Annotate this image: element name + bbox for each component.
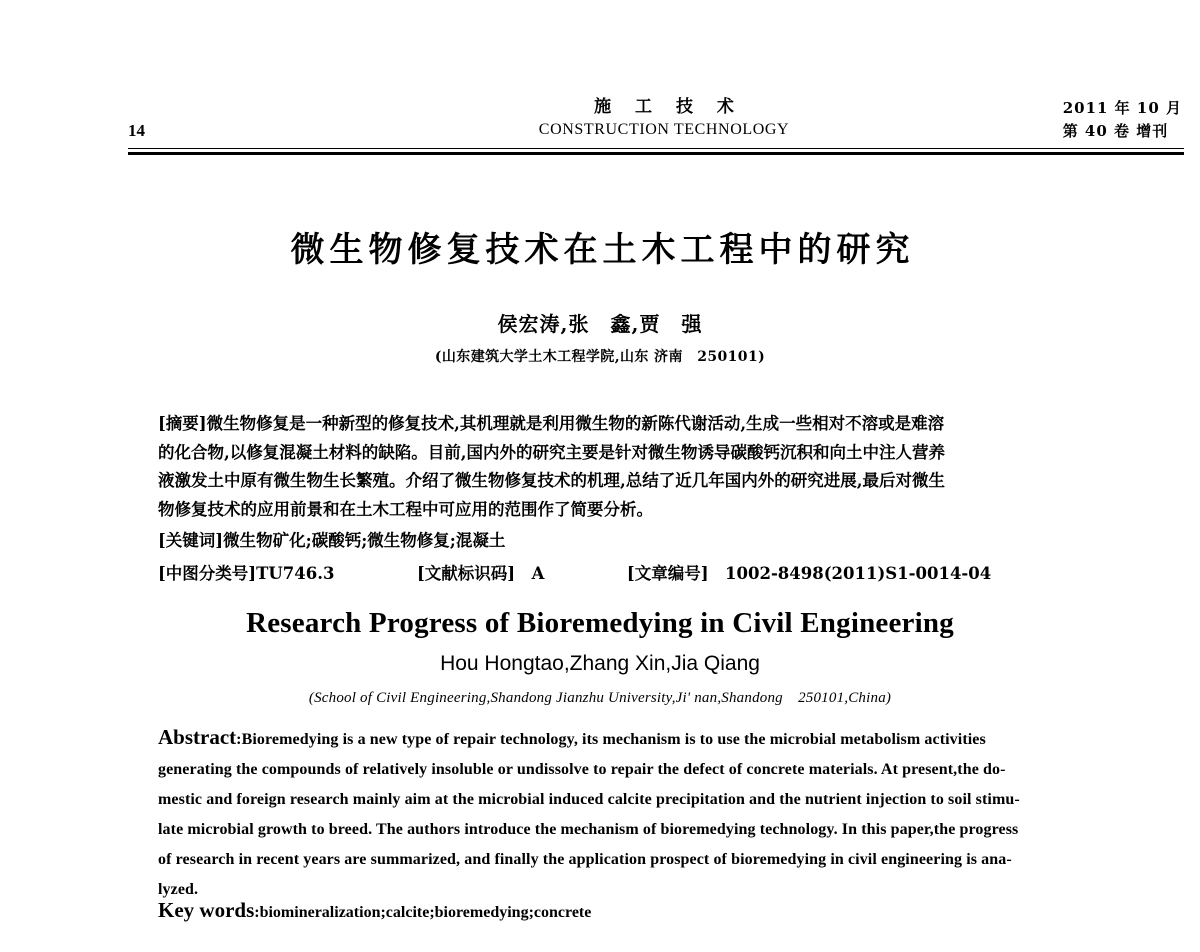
abstract-cn-line-1 (158, 410, 1064, 439)
keywords-en-label: Key words (158, 898, 255, 922)
issue-info (1063, 97, 1182, 143)
classification-gap-3 (544, 564, 627, 583)
article-affiliation-en: (School of Civil Engineering,Shandong Jianzhu University,Ji' nan,Shandong 250101,China) (308, 690, 892, 706)
article-title-cn: 微生物修复技术在土木工程中的研究 (290, 230, 915, 270)
abstract-en-block (158, 722, 1064, 905)
abstract-en-line-4: late microbial growth to breed. The authors introduce the mechanism of bioremedying technology. In this paper,the progress (158, 821, 1019, 838)
abstract-en-text-1: Bioremedying is a new type of repair technology, its mechanism is to use the microbial metabolism activities (241, 731, 986, 748)
header-rule-thin (128, 148, 1184, 149)
article-title-en: Research Progress of Bioremedying in Civil Engineering (246, 607, 954, 639)
abstract-cn-line-2: 的化合物,以修复混凝土材料的缺陷。目前,国内外的研究主要是针对微生物诱导碳酸钙沉积和向土中注人营养 (158, 442, 945, 462)
abstract-cn-line-4: 物修复技术的应用前景和在土木工程中可应用的范围作了简要分析。 (158, 499, 653, 519)
keywords-en-row (158, 896, 591, 927)
abstract-cn-line-3: 液激发土中原有微生物生长繁殖。介绍了微生物修复技术的机理,总结了近几年国内外的研究进展,最后对微生 (158, 471, 945, 490)
article-id-value: 1002-8498(2011)S1-0014-04 (725, 563, 992, 583)
page-header (128, 96, 1184, 148)
abstract-cn-label: [摘要] (158, 414, 207, 433)
keywords-en-separator: : (254, 904, 260, 921)
journal-title-en: CONSTRUCTION TECHNOLOGY (538, 121, 790, 138)
article-affiliation-cn: (山东建筑大学土木工程学院,山东 济南 250101) (434, 349, 766, 365)
journal-title-cn: 施 工 技 术 (594, 97, 743, 117)
journal-masthead (424, 96, 904, 141)
doc-code-label: [文献标识码] (416, 563, 516, 583)
keywords-cn-value: 微生物矿化;碳酸钙;微生物修复;混凝土 (223, 531, 506, 550)
issue-date: 2011 年 10 月 (1062, 99, 1182, 117)
abstract-en-line-6: lyzed. (158, 881, 199, 898)
abstract-cn-text-1: 微生物修复是一种新型的修复技术,其机理就是利用微生物的新陈代谢活动,生成一些相对不溶或是难溶 (206, 414, 945, 433)
keywords-cn-row (158, 527, 1064, 556)
classification-gap-2 (515, 564, 532, 583)
abstract-en-label: Abstract (158, 725, 237, 749)
header-rule-thick (128, 152, 1184, 155)
page-number: 14 (128, 121, 145, 140)
article-authors-en: Hou Hongtao,Zhang Xin,Jia Qiang (440, 652, 760, 675)
doc-code-value: A (531, 563, 545, 583)
article-id-label: [文章编号] (626, 563, 709, 583)
abstract-en-line-3: mestic and foreign research mainly aim at the microbial induced calcite precipitation and the nutrient injection to soil stimu- (158, 791, 1020, 808)
article-authors-cn: 侯宏涛,张 鑫,贾 强 (497, 312, 703, 336)
abstract-cn-block (158, 410, 1064, 588)
clc-value: TU746.3 (256, 563, 335, 583)
keywords-en-value: biomineralization;calcite;bioremedying;concrete (259, 904, 592, 921)
abstract-en-separator: : (236, 731, 242, 748)
abstract-en-line-1 (158, 722, 1064, 755)
issue-volume: 第 40 卷 增刊 (1062, 122, 1169, 140)
classification-gap-4 (709, 564, 726, 583)
abstract-en-line-2: generating the compounds of relatively insoluble or undissolve to repair the defect of concrete materials. At present,the do- (158, 761, 1006, 778)
keywords-cn-label: [关键词] (158, 531, 224, 550)
classification-row (158, 560, 1064, 589)
clc-label: [中图分类号] (158, 563, 257, 583)
classification-gap-1 (334, 564, 417, 583)
abstract-en-line-5: of research in recent years are summarized, and finally the application prospect of bioremedying in civil engineering is ana- (158, 851, 1012, 868)
